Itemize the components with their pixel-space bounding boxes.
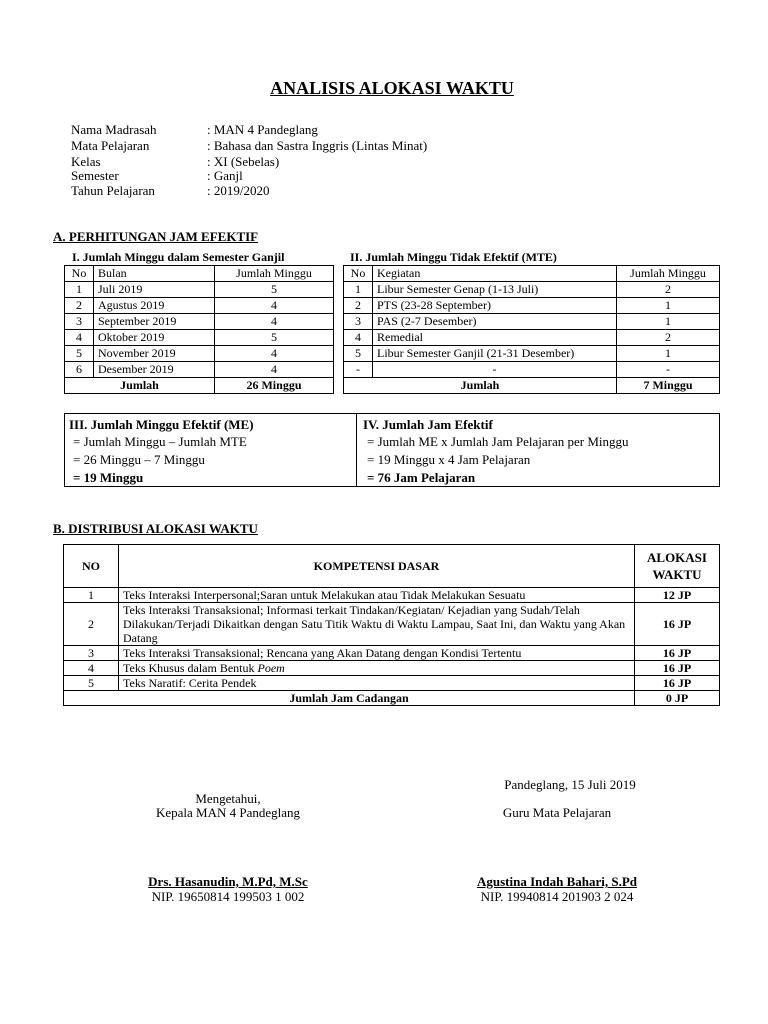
table-total-row bbox=[65, 378, 334, 394]
acknowledged-label: Mengetahui, bbox=[195, 791, 261, 806]
info-label: Mata Pelajaran bbox=[71, 138, 150, 153]
table-header-cell: KOMPETENSI DASAR bbox=[119, 545, 635, 588]
table-cell: 2 bbox=[64, 603, 119, 646]
total-value: 7 Minggu bbox=[617, 378, 720, 394]
table-cell: - bbox=[373, 362, 617, 378]
table-cell: 3 bbox=[344, 314, 373, 330]
info-label: Tahun Pelajaran bbox=[71, 183, 155, 198]
table-cell: - bbox=[344, 362, 373, 378]
table-total-row bbox=[64, 691, 720, 706]
table-cell bbox=[119, 661, 635, 676]
table-cell: 2 bbox=[617, 282, 720, 298]
table-cell: Teks Interaksi Interpersonal;Saran untuk Melakukan atau Tidak Melakukan Sesuatu bbox=[119, 588, 635, 603]
table-cell: 5 bbox=[215, 330, 334, 346]
table-header-row bbox=[65, 266, 334, 282]
kd-text: Teks Khusus dalam Bentuk bbox=[123, 661, 258, 675]
table-cell: Agustus 2019 bbox=[94, 298, 215, 314]
table-row bbox=[64, 661, 720, 676]
table-cell: 2 bbox=[344, 298, 373, 314]
table-cell: - bbox=[617, 362, 720, 378]
table-header-cell: No bbox=[65, 266, 94, 282]
table-cell: 4 bbox=[215, 298, 334, 314]
effective-weeks-box bbox=[64, 413, 357, 487]
table-cell: 1 bbox=[617, 346, 720, 362]
box-line: = 26 Minggu – 7 Minggu bbox=[73, 452, 205, 467]
table-row bbox=[64, 646, 720, 661]
weeks-semester-table bbox=[64, 265, 334, 394]
table-cell: 4 bbox=[215, 314, 334, 330]
box-title: IV. Jumlah Jam Efektif bbox=[363, 417, 493, 432]
table-row bbox=[344, 298, 720, 314]
table-row bbox=[65, 282, 334, 298]
table-header-cell: Kegiatan bbox=[373, 266, 617, 282]
table-cell: 2 bbox=[65, 298, 94, 314]
table1-title: I. Jumlah Minggu dalam Semester Ganjil bbox=[72, 250, 285, 264]
table-cell: 16 JP bbox=[635, 603, 720, 646]
place-date: Pandeglang, 15 Juli 2019 bbox=[504, 777, 636, 792]
table-header-row bbox=[64, 545, 720, 588]
table-cell: 4 bbox=[215, 362, 334, 378]
box-title: III. Jumlah Minggu Efektif (ME) bbox=[69, 417, 254, 432]
table-cell: 3 bbox=[64, 646, 119, 661]
kd-italic-text: Poem bbox=[257, 661, 285, 675]
table-row bbox=[65, 298, 334, 314]
table-cell: 4 bbox=[64, 661, 119, 676]
document-title: ANALISIS ALOKASI WAKTU bbox=[270, 78, 514, 98]
box-line: = 19 Minggu x 4 Jam Pelajaran bbox=[367, 452, 531, 467]
table-row bbox=[64, 588, 720, 603]
table-header-cell: NO bbox=[64, 545, 119, 588]
table-cell: 5 bbox=[215, 282, 334, 298]
table-cell: 1 bbox=[617, 298, 720, 314]
info-value: : 2019/2020 bbox=[207, 183, 270, 198]
table-cell: 16 JP bbox=[635, 676, 720, 691]
table-cell: 16 JP bbox=[635, 661, 720, 676]
table-cell: 4 bbox=[65, 330, 94, 346]
table-row bbox=[344, 362, 720, 378]
table-header-row bbox=[344, 266, 720, 282]
table-cell: Teks Interaksi Transaksional; Rencana yang Akan Datang dengan Kondisi Tertentu bbox=[119, 646, 635, 661]
total-label: Jumlah bbox=[344, 378, 617, 394]
table-header-cell: Jumlah Minggu bbox=[215, 266, 334, 282]
info-value: : MAN 4 Pandeglang bbox=[207, 122, 318, 137]
total-label: Jumlah Jam Cadangan bbox=[64, 691, 635, 706]
table-cell: November 2019 bbox=[94, 346, 215, 362]
info-label: Nama Madrasah bbox=[71, 122, 157, 137]
effective-hours-box bbox=[356, 413, 720, 487]
table-cell: 1 bbox=[65, 282, 94, 298]
table-cell: 5 bbox=[344, 346, 373, 362]
table-row bbox=[344, 282, 720, 298]
table-cell: Teks Naratif: Cerita Pendek bbox=[119, 676, 635, 691]
table-row bbox=[65, 362, 334, 378]
teacher-name: Agustina Indah Bahari, S.Pd bbox=[476, 874, 638, 889]
non-effective-weeks-table bbox=[343, 265, 720, 394]
table-cell: 5 bbox=[65, 346, 94, 362]
table-cell: Libur Semester Genap (1-13 Juli) bbox=[373, 282, 617, 298]
box-line: = Jumlah ME x Jumlah Jam Pelajaran per Minggu bbox=[367, 434, 629, 449]
table-header-cell: Jumlah Minggu bbox=[617, 266, 720, 282]
table-cell: 3 bbox=[65, 314, 94, 330]
table-cell: 16 JP bbox=[635, 646, 720, 661]
table-cell: Desember 2019 bbox=[94, 362, 215, 378]
table2-title: II. Jumlah Minggu Tidak Efektif (MTE) bbox=[350, 250, 557, 264]
table-cell: 1 bbox=[64, 588, 119, 603]
info-label: Semester bbox=[71, 168, 119, 183]
table-row bbox=[65, 346, 334, 362]
table-cell: 4 bbox=[344, 330, 373, 346]
section-a-heading: A. PERHITUNGAN JAM EFEKTIF bbox=[53, 229, 259, 244]
table-cell: 5 bbox=[64, 676, 119, 691]
table-header-cell: Bulan bbox=[94, 266, 215, 282]
info-value: : Bahasa dan Sastra Inggris (Lintas Minat) bbox=[207, 138, 428, 153]
section-b-heading: B. DISTRIBUSI ALOKASI WAKTU bbox=[53, 521, 258, 536]
table-cell: 2 bbox=[617, 330, 720, 346]
headmaster-title: Kepala MAN 4 Pandeglang bbox=[155, 805, 301, 820]
total-value: 0 JP bbox=[635, 691, 720, 706]
table-header-cell: No bbox=[344, 266, 373, 282]
table-cell: PTS (23-28 September) bbox=[373, 298, 617, 314]
table-cell: 12 JP bbox=[635, 588, 720, 603]
headmaster-name: Drs. Hasanudin, M.Pd, M.Sc bbox=[148, 874, 308, 889]
table-cell: Oktober 2019 bbox=[94, 330, 215, 346]
waktu-label: WAKTU bbox=[652, 567, 702, 582]
table-row bbox=[344, 346, 720, 362]
info-value: : Ganjl bbox=[207, 168, 243, 183]
info-row-madrasah bbox=[71, 122, 318, 138]
table-total-row bbox=[344, 378, 720, 394]
total-value: 26 Minggu bbox=[215, 378, 334, 394]
table-cell: 1 bbox=[617, 314, 720, 330]
table-cell: Teks Interaksi Transaksional; Informasi terkait Tindakan/Kegiatan/ Kejadian yang Sudah/Telah Dilakukan/Terjadi Dikaitkan dengan Satu Titik Waktu di Waktu Lampau, Saat Ini, dan Waktu yang Akan Datang bbox=[119, 603, 635, 646]
table-cell: Juli 2019 bbox=[94, 282, 215, 298]
table-cell: Libur Semester Ganjil (21-31 Desember) bbox=[373, 346, 617, 362]
info-row-semester bbox=[71, 168, 243, 184]
box-line: = Jumlah Minggu – Jumlah MTE bbox=[73, 434, 247, 449]
table-cell: 1 bbox=[344, 282, 373, 298]
box-result: = 19 Minggu bbox=[73, 470, 144, 485]
table-row bbox=[65, 314, 334, 330]
time-allocation-table bbox=[63, 544, 720, 706]
info-row-tahun bbox=[71, 183, 269, 199]
teacher-nip: NIP. 19940814 201903 2 024 bbox=[480, 889, 634, 904]
table-cell: Remedial bbox=[373, 330, 617, 346]
teacher-title: Guru Mata Pelajaran bbox=[502, 805, 612, 820]
table-header-cell bbox=[635, 545, 720, 588]
box-result: = 76 Jam Pelajaran bbox=[367, 470, 476, 485]
info-value: : XI (Sebelas) bbox=[207, 154, 280, 169]
table-cell: 4 bbox=[215, 346, 334, 362]
table-row bbox=[344, 314, 720, 330]
info-row-mapel bbox=[71, 138, 427, 154]
total-label: Jumlah bbox=[65, 378, 215, 394]
table-row bbox=[64, 603, 720, 646]
table-row bbox=[65, 330, 334, 346]
table-row bbox=[64, 676, 720, 691]
table-row bbox=[344, 330, 720, 346]
table-cell: PAS (2-7 Desember) bbox=[373, 314, 617, 330]
table-cell: 6 bbox=[65, 362, 94, 378]
headmaster-nip: NIP. 19650814 199503 1 002 bbox=[151, 889, 305, 904]
alokasi-label: ALOKASI bbox=[647, 550, 707, 565]
info-label: Kelas bbox=[71, 154, 101, 169]
table-cell: September 2019 bbox=[94, 314, 215, 330]
